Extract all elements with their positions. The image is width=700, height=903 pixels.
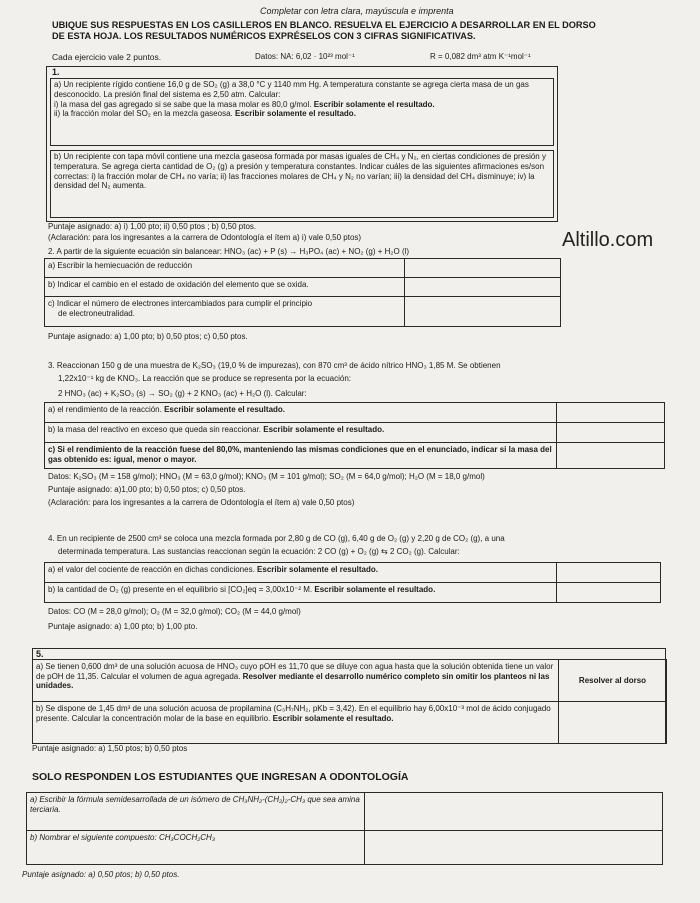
odontology-table bbox=[26, 792, 663, 865]
watermark: Altillo.com bbox=[562, 229, 654, 251]
ex3-c-label: c) Si el rendimiento de la reacción fuese del 80,0%, manteniendo las mismas condiciones que en el enunciado, indicar si la masa del gas obtenido es: igual, menor o mayor. bbox=[45, 443, 557, 469]
odonto-a-label: a) Escribir la fórmula semidesarrollada de un isómero de CH₃NH₂-(CH₂)₂-CH₃ que sea amina terciaria. bbox=[27, 793, 365, 831]
ex3-table bbox=[44, 402, 665, 469]
ex5-a-answer: Resolver al dorso bbox=[559, 660, 667, 702]
ex3-intro-1: 3. Reaccionan 150 g de una muestra de K₂SO₃ (19,0 % de impurezas), con 870 cm³ de ácido nítrico HNO₃ 1,85 M. Se obtienen bbox=[48, 361, 501, 370]
ex5-a-label bbox=[33, 660, 559, 702]
ex1-score: Puntaje asignado: a) i) 1,00 pto; ii) 0,50 ptos ; b) 0,50 ptos. bbox=[48, 222, 257, 231]
ex2-intro: 2. A partir de la siguiente ecuación sin balancear: HNO₃ (ac) + P (s) → H₃PO₄ (ac) + NO₂ (g) + H₂O (l) bbox=[48, 247, 410, 256]
ex4-b-label bbox=[45, 583, 557, 603]
ex3-a-answer[interactable] bbox=[557, 403, 665, 423]
ex4-intro-2: determinada temperatura. Las sustancias reaccionan según la ecuación: 2 CO (g) + O₂ (g) ⇆ 2 CO₂ (g). Calcular: bbox=[58, 547, 460, 556]
ex2-b-label: b) Indicar el cambio en el estado de oxidación del elemento que se oxida. bbox=[45, 278, 405, 297]
ex1-a-ii bbox=[54, 109, 548, 119]
ex3-datos: Datos: K₂SO₃ (M = 158 g/mol); HNO₃ (M = 63,0 g/mol); KNO₃ (M = 101 g/mol); SO₂ (M = 64,0 g/mol); H₂O (M = 18,0 g/mol) bbox=[48, 472, 485, 481]
ex5-a-bold: Resolver mediante el desarrollo numérico completo sin omitir los planteos ni las unidades. bbox=[36, 671, 550, 691]
ex5-b-answer[interactable] bbox=[559, 702, 667, 744]
ex2-c-line1: c) Indicar el número de electrones intercambiados para cumplir el principio bbox=[48, 299, 313, 308]
ex1-note: (Aclaración: para los ingresantes a la carrera de Odontología el ítem a) i) vale 0,50 ptos) bbox=[48, 233, 362, 242]
odonto-score: Puntaje asignado: a) 0,50 ptos; b) 0,50 ptos. bbox=[22, 870, 180, 879]
ex5-b-text: b) Se dispone de 1,45 dm³ de una solución acuosa de propilamina (C₃H₇NH₂, pKb = 3,42). En el equilibrio hay 6,00x10⁻³ mol de ácido conjugado presente. Calcular la concentración molar de la base en equilibrio. bbox=[36, 704, 551, 723]
ex2-a-label: a) Escribir la hemiecuación de reducción bbox=[45, 259, 405, 278]
ex2-a-answer[interactable] bbox=[405, 259, 561, 278]
ex3-a-label bbox=[45, 403, 557, 423]
ex4-intro-1: 4. En un recipiente de 2500 cm³ se coloca una mezcla formada por 2,80 g de CO (g), 6,40 g de O₂ (g) y 2,20 g de CO₂ (g), a una bbox=[48, 534, 505, 543]
ex2-table bbox=[44, 258, 561, 327]
ex3-a-bold: Escribir solamente el resultado. bbox=[164, 405, 286, 414]
ex2-score: Puntaje asignado: a) 1,00 pto; b) 0,50 ptos; c) 0,50 ptos. bbox=[48, 332, 248, 341]
ex4-a-text: a) el valor del cociente de reacción en dichas condiciones. bbox=[48, 565, 255, 574]
ex4-a-answer[interactable] bbox=[557, 563, 661, 583]
ex3-a-text: a) el rendimiento de la reacción. bbox=[48, 405, 162, 414]
odontology-title: SOLO RESPONDEN LOS ESTUDIANTES QUE INGRESAN A ODONTOLOGÍA bbox=[32, 771, 409, 783]
ex4-b-answer[interactable] bbox=[557, 583, 661, 603]
ex5-b-label bbox=[33, 702, 559, 744]
ex5-a-text: a) Se tienen 0,600 dm³ de una solución acuosa de HNO₃ cuyo pOH es 11,70 que se diluye con agua hasta que la solución obtenida tiene un valor de pOH de 11,35. Calcular el volumen de agua agregada. bbox=[36, 662, 554, 681]
ex1-a-ii-bold: Escribir solamente el resultado. bbox=[234, 109, 356, 119]
ex4-score: Puntaje asignado: a) 1,00 pto; b) 1,00 pto. bbox=[48, 622, 198, 631]
ex4-a-label bbox=[45, 563, 557, 583]
ex3-b-text: b) la masa del reactivo en exceso que queda sin reaccionar. bbox=[48, 425, 262, 434]
ex3-b-label bbox=[45, 423, 557, 443]
instructions-line-1: UBIQUE SUS RESPUESTAS EN LOS CASILLEROS EN BLANCO. RESUELVA EL EJERCICIO A DESARROLLAR EN EL DORSO bbox=[52, 20, 596, 30]
ex3-score: Puntaje asignado: a)1,00 pto; b) 0,50 ptos; c) 0,50 ptos. bbox=[48, 485, 246, 494]
ex5-score: Puntaje asignado: a) 1,50 ptos; b) 0,50 ptos bbox=[32, 744, 188, 753]
ex2-c-label bbox=[45, 297, 405, 327]
ex1-a-statement: a) Un recipiente rígido contiene 16,0 g de SO₂ (g) a 38,0 °C y 1140 mm Hg. A temperatura constante se agrega cierta masa de un gas desconocido. La presión final del sistema es 2,50 atm. Calcular: bbox=[54, 80, 529, 99]
ex1-number: 1. bbox=[52, 67, 60, 77]
datos-avogadro: Datos: NA: 6,02 · 10²³ mol⁻¹ bbox=[255, 52, 355, 61]
ex4-b-bold: Escribir solamente el resultado. bbox=[314, 585, 436, 594]
ex2-c-answer[interactable] bbox=[405, 297, 561, 327]
odonto-b-answer[interactable] bbox=[365, 831, 663, 865]
ex3-b-bold: Escribir solamente el resultado. bbox=[263, 425, 385, 434]
instructions-header bbox=[52, 20, 652, 42]
ex3-intro-2: 1,22x10⁻¹ kg de KNO₃. La reacción que se produce se representa por la ecuación: bbox=[58, 374, 351, 383]
ex4-b-text: b) la cantidad de O₂ (g) presente en el equilibrio si [CO₂]eq = 3,00x10⁻² M. bbox=[48, 585, 313, 594]
ex1-b-text: b) Un recipiente con tapa móvil contiene una mezcla gaseosa formada por masas iguales de CH₄ y N₂, en ciertas condiciones de presión y temperatura. Se agrega cierta cantidad de O₂ (g) a presión y temperatura constantes. Indicar cuáles de las siguientes afirmaciones es/son correctas: i) la fracción molar de CH₄ no varía; ii) las fracciones molares de CH₄ y N₂ no varían; iii) la densidad del CH₄ disminuye; iv) la densidad del N₂ aumenta. bbox=[54, 152, 546, 191]
ex5-table bbox=[32, 659, 667, 744]
ex5-number: 5. bbox=[36, 649, 44, 659]
ex3-b-answer[interactable] bbox=[557, 423, 665, 443]
ex1-a-i bbox=[54, 100, 548, 110]
ex2-c-line2: de electroneutralidad. bbox=[58, 308, 135, 318]
ex1-a-i-text: i) la masa del gas agregado si se sabe que la masa molar es 80,0 g/mol. bbox=[54, 99, 312, 109]
ex2-b-answer[interactable] bbox=[405, 278, 561, 297]
ex3-equation: 2 HNO₃ (ac) + K₂SO₃ (s) → SO₂ (g) + 2 KNO₃ (ac) + H₂O (l). Calcular: bbox=[58, 389, 307, 398]
points-note: Cada ejercicio vale 2 puntos. bbox=[52, 52, 162, 62]
ex4-datos: Datos: CO (M = 28,0 g/mol); O₂ (M = 32,0 g/mol); CO₂ (M = 44,0 g/mol) bbox=[48, 607, 301, 616]
ex4-a-bold: Escribir solamente el resultado. bbox=[257, 565, 378, 574]
top-note: Completar con letra clara, mayúscula e imprenta bbox=[260, 6, 454, 16]
ex3-note: (Aclaración: para los ingresantes a la carrera de Odontología el ítem a) vale 0,50 ptos) bbox=[48, 498, 355, 507]
ex1-a-i-bold: Escribir solamente el resultado. bbox=[313, 99, 435, 109]
ex1-a-ii-text: ii) la fracción molar del SO₂ en la mezcla gaseosa. bbox=[54, 109, 233, 119]
ex4-table bbox=[44, 562, 661, 603]
odonto-a-answer[interactable] bbox=[365, 793, 663, 831]
datos-r-constant: R = 0,082 dm³ atm K⁻¹mol⁻¹ bbox=[430, 52, 531, 61]
ex1-a-text bbox=[54, 80, 548, 119]
ex3-c-answer[interactable] bbox=[557, 443, 665, 469]
ex5-b-bold: Escribir solamente el resultado. bbox=[272, 713, 394, 723]
odonto-b-label: b) Nombrar el siguiente compuesto: CH₃COCH₂CH₃ bbox=[27, 831, 365, 865]
instructions-line-2: DE ESTA HOJA. LOS RESULTADOS NUMÉRICOS EXPRÉSELOS CON 3 CIFRAS SIGNIFICATIVAS. bbox=[52, 31, 476, 42]
